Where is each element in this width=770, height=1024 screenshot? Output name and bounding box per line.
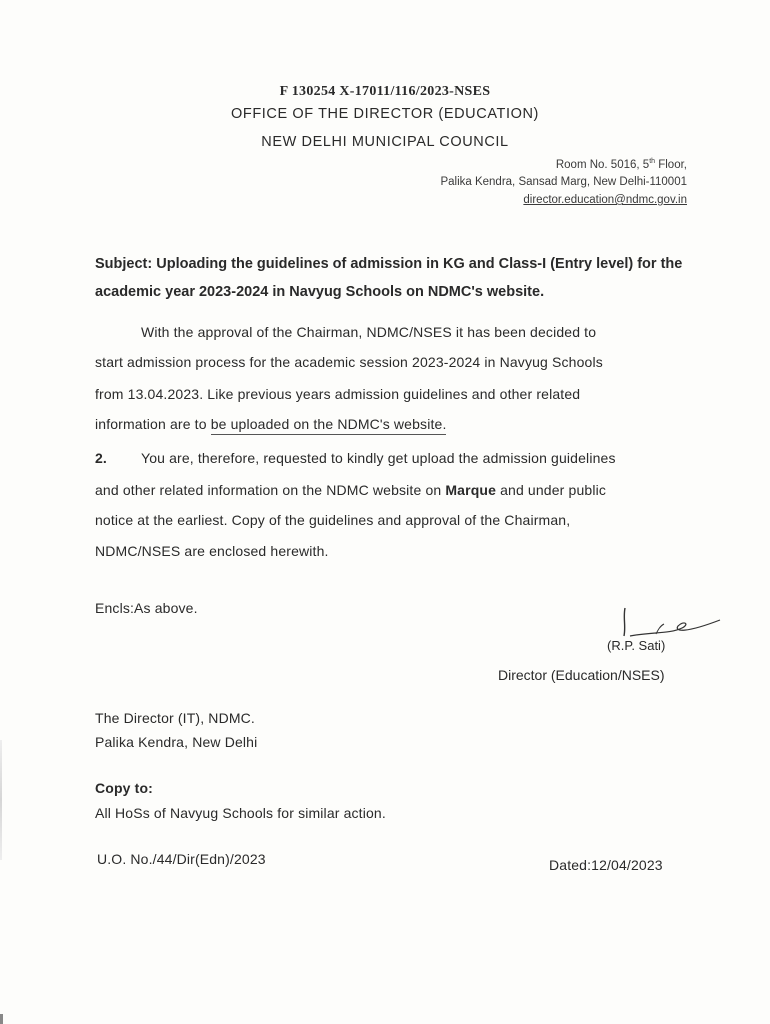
para2-line2-b: and under public: [496, 482, 607, 498]
scan-corner-mark: [0, 1014, 3, 1024]
marque-bold: Marque: [445, 482, 497, 498]
scan-edge-shadow: [0, 740, 2, 860]
file-number: F 130254 X-17011/116/2023-NSES: [279, 84, 491, 99]
subject-label: Subject:: [95, 256, 153, 272]
address-room-suffix: Floor,: [655, 158, 687, 171]
para2-line1: You are, therefore, requested to kindly get upload the admission guidelines: [141, 450, 616, 466]
para1-line4-a: information are to: [95, 416, 211, 432]
para1-line2: start admission process for the academic session 2023-2024 in Navyug Schools: [95, 354, 603, 370]
subject-text: Uploading the guidelines of admission in KG and Class-I (Entry level) for the academic year 2023-2024 in Navyug Schools on NDMC's website.: [95, 256, 683, 300]
copy-to-text: All HoSs of Navyug Schools for similar action.: [95, 805, 386, 821]
para1-line3: from 13.04.2023. Like previous years admission guidelines and other related: [95, 386, 581, 402]
addressee-line1: The Director (IT), NDMC.: [95, 710, 255, 726]
dated: Dated:12/04/2023: [549, 857, 663, 873]
para1-line1: With the approval of the Chairman, NDMC/NSES it has been decided to: [141, 324, 597, 340]
para2-line2: [95, 482, 606, 498]
address-room-sup: th: [649, 158, 656, 165]
address-line: Palika Kendra, Sansad Marg, New Delhi-110001: [440, 176, 687, 188]
para2-number: 2.: [95, 450, 107, 466]
enclosures: Encls:As above.: [95, 600, 198, 616]
addressee-line2: Palika Kendra, New Delhi: [95, 734, 258, 750]
para1-line4-underlined: be uploaded on the NDMC's website.: [211, 416, 447, 435]
council-name: NEW DELHI MUNICIPAL COUNCIL: [261, 134, 509, 150]
para2-line2-a: and other related information on the NDMC website on: [95, 482, 446, 498]
para1-line4: [95, 416, 446, 432]
email-address: director.education@ndmc.gov.in: [523, 194, 687, 206]
para2-line4: NDMC/NSES are enclosed herewith.: [95, 543, 329, 559]
office-name: OFFICE OF THE DIRECTOR (EDUCATION): [231, 106, 539, 122]
signatory-name: (R.P. Sati): [607, 638, 666, 653]
signatory-designation: Director (Education/NSES): [498, 667, 665, 683]
para2-line3: notice at the earliest. Copy of the guidelines and approval of the Chairman,: [95, 512, 571, 528]
address-room-prefix: Room No. 5016, 5: [555, 158, 650, 171]
uo-number: U.O. No./44/Dir(Edn)/2023: [97, 851, 266, 867]
copy-to-heading: Copy to:: [95, 780, 153, 796]
address-room: [556, 158, 687, 171]
subject-block: [95, 250, 695, 306]
